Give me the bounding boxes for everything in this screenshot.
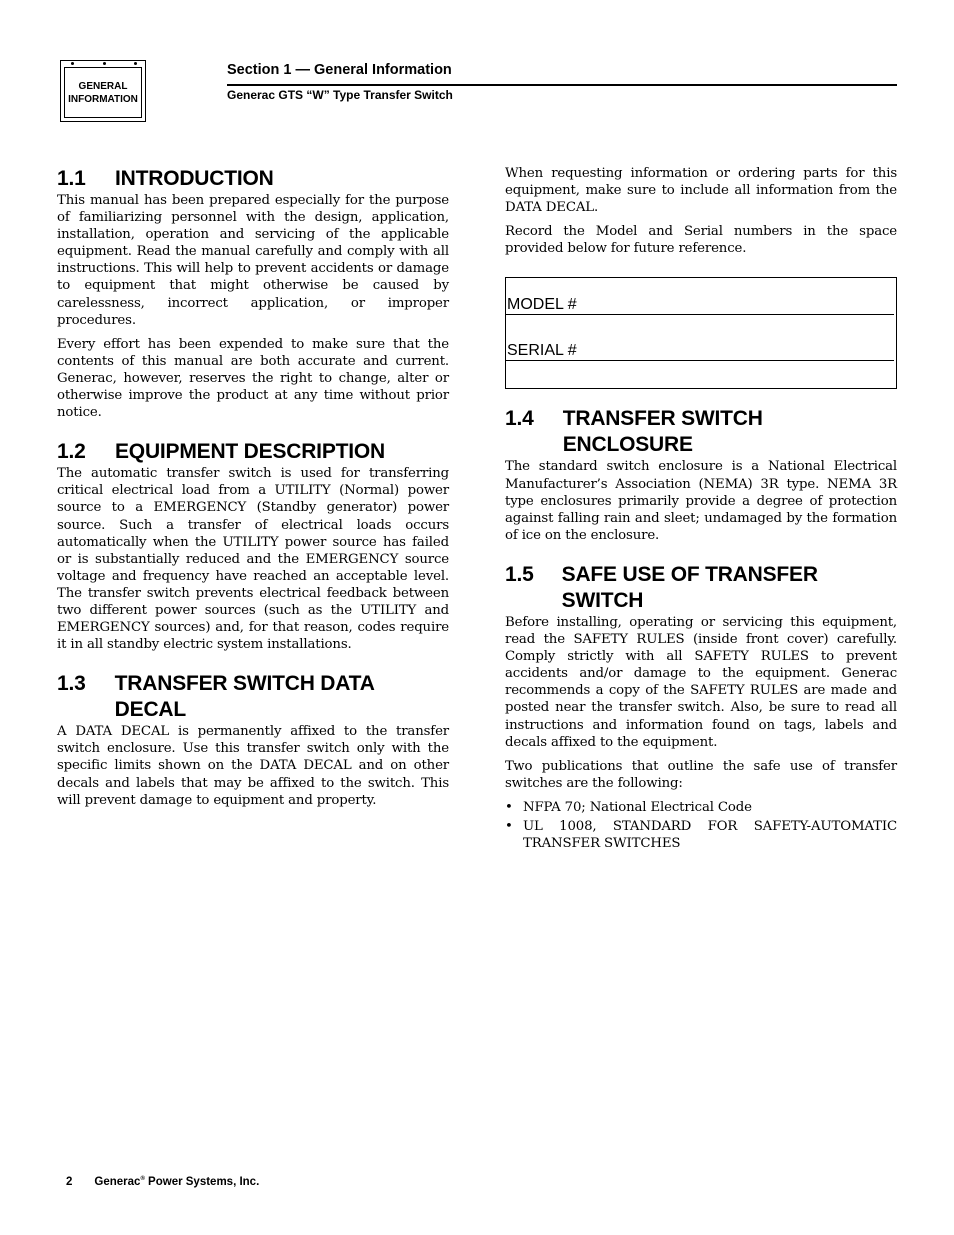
section-number: 1.3: [57, 672, 86, 696]
section-heading-1-4: [505, 406, 897, 458]
badge-frame: [64, 67, 142, 118]
paragraph: When requesting information or ordering parts for this equipment, make sure to include all information from the DATA DECAL.: [505, 166, 897, 216]
badge-line-1: GENERAL: [78, 80, 128, 92]
section-title: INTRODUCTION: [115, 167, 274, 190]
badge-dot: [134, 62, 137, 65]
paragraph: Before installing, operating or servicing this equipment, read the SAFETY RULES (inside front cover) carefully. Comply strictly with all SAFETY RULES to prevent accidents and/or damage to the equipment. Generac recommends a copy of the SAFETY RULES are made and posted near the transfer switch. Also, be sure to read all instructions and information found on tags, labels and decals affixed to the equipment.: [505, 614, 897, 750]
section-header: Section 1 — General Information: [227, 62, 452, 78]
paragraph: The standard switch enclosure is a National Electrical Manufacturer’s Association (NEMA) 3R type. NEMA 3R type enclosures primarily provide a degree of protection against falling rain and sleet; undamaged by the formation of ice on the enclosure.: [505, 459, 897, 543]
list-item-text: NFPA 70; National Electrical Code: [523, 799, 752, 815]
section-number: 1.5: [505, 562, 534, 586]
publications-list: [505, 799, 897, 852]
section-heading-1-3: [57, 671, 449, 723]
model-serial-record-box: [505, 277, 897, 389]
paragraph: Two publications that outline the safe use of transfer switches are the following:: [505, 758, 897, 791]
badge-dot: [103, 62, 106, 65]
section-number: 1.2: [57, 440, 86, 464]
badge-dot: [71, 62, 74, 65]
document-subtitle: Generac GTS “W” Type Transfer Switch: [227, 88, 453, 102]
section-heading-1-5: [505, 562, 897, 614]
left-column: [57, 166, 449, 809]
footer-company: Generac: [94, 1176, 141, 1188]
model-number-field: [506, 296, 894, 315]
section-title: EQUIPMENT DESCRIPTION: [115, 440, 385, 464]
footer-company-rest: Power Systems, Inc.: [144, 1176, 260, 1188]
section-number: 1.1: [57, 167, 86, 190]
registered-mark: ®: [140, 1176, 145, 1183]
serial-number-field: [506, 342, 894, 361]
right-column: [505, 165, 897, 854]
paragraph: The automatic transfer switch is used for transferring critical electrical load from a UTILITY (Normal) power source to a EMERGENCY (Standby generator) power source. Such a transfer of electrical loads occurs automatically when the UTILITY power source has failed or is substantially reduced and the EMERGENCY source voltage and frequency have reached an acceptable level. The transfer switch prevents electrical feedback between two different power sources (such as the UTILITY and EMERGENCY sources) and, for that reason, codes require it in all standby electric system installations.: [57, 466, 449, 653]
paragraph: Record the Model and Serial numbers in the space provided below for future reference.: [505, 224, 897, 257]
paragraph: A DATA DECAL is permanently affixed to the transfer switch enclosure. Use this transfer switch only with the specific limits shown on the DATA DECAL and on other decals and labels that may be affixed to the switch. This will prevent damage to equipment and property.: [57, 724, 449, 808]
model-label: MODEL #: [507, 296, 577, 314]
section-title: TRANSFER SWITCH ENCLOSURE: [562, 407, 763, 457]
list-item-text: UL 1008, STANDARD FOR SAFETY-AUTOMATIC TRANSFER SWITCHES: [523, 818, 897, 852]
paragraph: This manual has been prepared especially for the purpose of familiarizing personnel with the design, application, installation, operation and servicing of the applicable equipment. Read the manual carefully and comply with all instructions. This will help to prevent accidents or damage to equipment that might otherwise be caused by carelessness, incorrect application, or improper procedures.: [57, 193, 449, 328]
paragraph: Every effort has been expended to make sure that the contents of this manual are both accurate and current. Generac, however, reserves the right to change, alter or otherwise improve the product at any time without prior notice.: [57, 336, 449, 421]
section-heading-1-1: [57, 166, 449, 192]
section-number: 1.4: [505, 407, 534, 431]
page-footer: [66, 1176, 259, 1188]
list-item: • NFPA 70; National Electrical Code: [505, 799, 752, 815]
header-rule: [227, 84, 897, 86]
serial-label: SERIAL #: [507, 342, 577, 360]
badge-line-2: INFORMATION: [68, 93, 138, 105]
section-heading-1-2: [57, 439, 449, 465]
list-item: • UL 1008, STANDARD FOR SAFETY-AUTOMATIC TRANSFER SWITCHES: [505, 818, 897, 852]
section-title: SAFE USE OF TRANSFER SWITCH: [561, 562, 818, 612]
section-title: TRANSFER SWITCH DATA DECAL: [114, 672, 374, 722]
page-number: 2: [66, 1176, 73, 1188]
general-information-badge: [60, 60, 146, 122]
